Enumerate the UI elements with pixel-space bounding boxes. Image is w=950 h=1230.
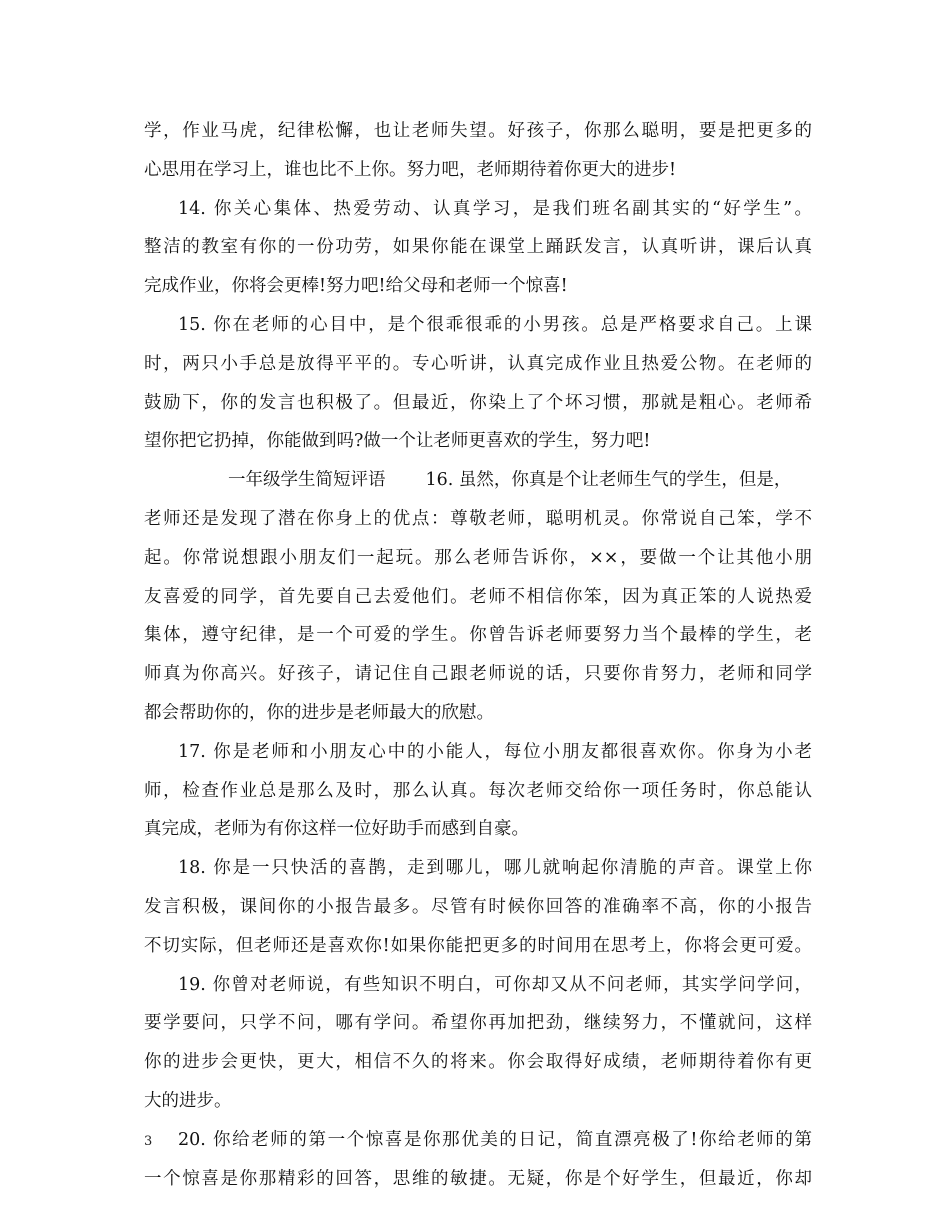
text-line: 师真为你高兴。好孩子，请记住自己跟老师说的话，只要你肯努力，老师和同学 [144, 664, 812, 685]
text-line: 真完成，老师为有你这样一位好助手而感到自豪。 [144, 819, 529, 840]
text-line: 老师还是发现了潜在你身上的优点：尊敬老师，聪明机灵。你常说自己笨，学不 [144, 508, 812, 529]
document-body [144, 112, 812, 1198]
text-line: 一个惊喜是你那精彩的回答，思维的敏捷。无疑，你是个好学生，但最近，你却 [144, 1168, 812, 1189]
text-line: 你的进步会更快，更大，相信不久的将来。你会取得好成绩，老师期待着你有更 [144, 1052, 812, 1073]
text-line: 时，两只小手总是放得平平的。专心听讲，认真完成作业且热爱公物。在老师的 [144, 353, 812, 374]
text-line: 望你把它扔掉，你能做到吗?做一个让老师更喜欢的学生，努力吧! [144, 431, 651, 452]
heading-text-line [144, 461, 812, 500]
text-line: 18. 你是一只快活的喜鹊，走到哪儿，哪儿就响起你清脆的声音。课堂上你 [178, 858, 812, 879]
section-heading: 一年级学生简短评语 [228, 470, 386, 491]
text-line: 大的进步。 [144, 1090, 232, 1111]
text-line: 友喜爱的同学，首先要自己去爱他们。老师不相信你笨，因为真正笨的人说热爱 [144, 586, 812, 607]
text-line: 14. 你关心集体、热爱劳动、认真学习，是我们班名副其实的“好学生”。 [178, 198, 812, 219]
text-line: 都会帮助你的，你的进步是老师最大的欣慰。 [144, 702, 494, 723]
text-line: 完成作业，你将会更棒!努力吧!给父母和老师一个惊喜! [144, 276, 568, 297]
text-line: 整洁的教室有你的一份功劳，如果你能在课堂上踊跃发言，认真听讲，课后认真 [144, 237, 812, 258]
text-line: 17. 你是老师和小朋友心中的小能人，每位小朋友都很喜欢你。你身为小老 [178, 741, 812, 762]
text-line: 心思用在学习上，谁也比不上你。努力吧，老师期待着你更大的进步! [144, 159, 677, 180]
text-line: 集体，遵守纪律，是一个可爱的学生。你曾告诉老师要努力当个最棒的学生，老 [144, 625, 812, 646]
text-line: 鼓励下，你的发言也积极了。但最近，你染上了个坏习惯，那就是粗心。老师希 [144, 392, 812, 413]
text-line: 15. 你在老师的心目中，是个很乖很乖的小男孩。总是严格要求自己。上课 [178, 314, 812, 335]
text-line: 师，检查作业总是那么及时，那么认真。每次老师交给你一项任务时，你总能认 [144, 780, 812, 801]
page-number: 3 [144, 1134, 153, 1149]
text-line: 发言积极，课间你的小报告最多。尽管有时候你回答的准确率不高，你的小报告 [144, 896, 812, 917]
text-line: 20. 你给老师的第一个惊喜是你那优美的日记，简直漂亮极了!你给老师的第 [178, 1129, 812, 1150]
text-line: 起。你常说想跟小朋友们一起玩。那么老师告诉你，××，要做一个让其他小朋 [144, 547, 812, 568]
text-line: 学，作业马虎，纪律松懈，也让老师失望。好孩子，你那么聪明，要是把更多的 [144, 121, 812, 141]
text-line: 要学要问，只学不问，哪有学问。希望你再加把劲，继续努力，不懂就问，这样 [144, 1013, 812, 1034]
text-line: 19. 你曾对老师说，有些知识不明白，可你却又从不问老师，其实学问学问， [178, 974, 812, 995]
text-segment: 16. 虽然，你真是个让老师生气的学生，但是， [425, 470, 792, 491]
text-line: 不切实际，但老师还是喜欢你!如果你能把更多的时间用在思考上，你将会更可爱。 [144, 935, 812, 956]
